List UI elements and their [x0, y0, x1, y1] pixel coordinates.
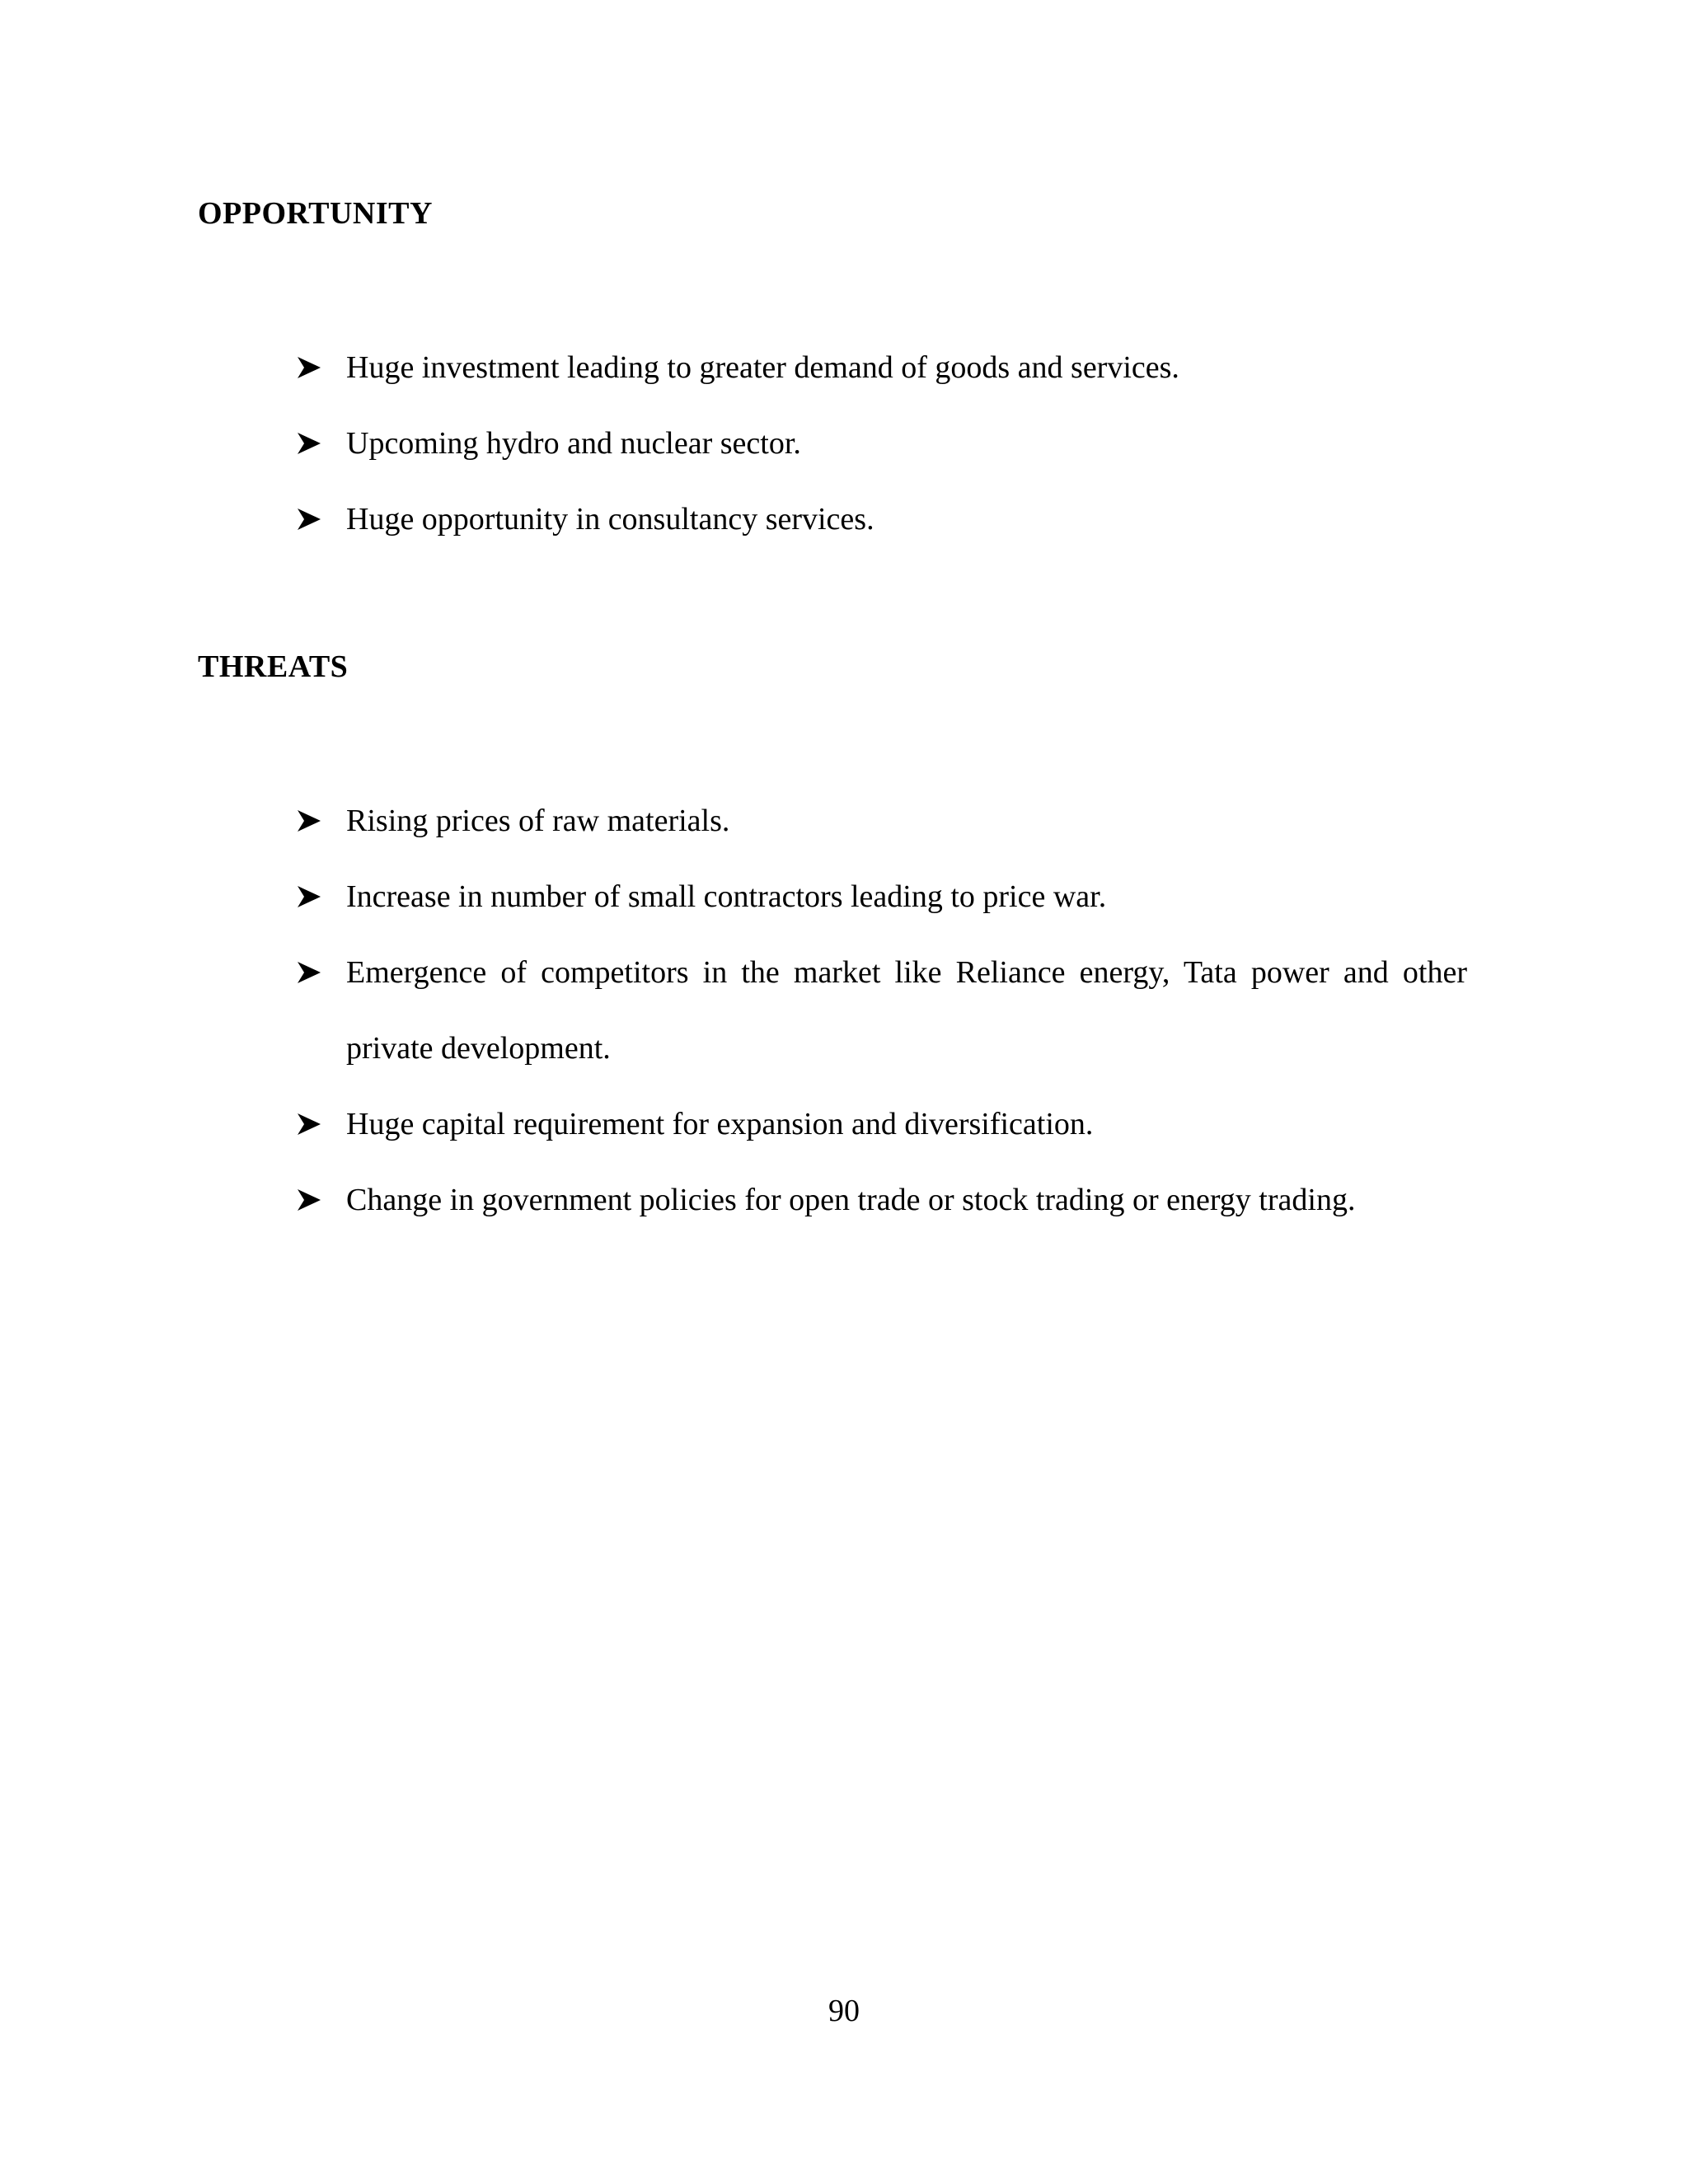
list-item: [297, 330, 1467, 405]
section-heading-threats: THREATS: [198, 649, 349, 684]
list-item-text: Increase in number of small contractors leading to price war.: [346, 879, 1107, 914]
list-item: [297, 1162, 1467, 1238]
list-item-text: Upcoming hydro and nuclear sector.: [346, 426, 801, 461]
list-item: [297, 481, 1467, 557]
arrowhead-bullet-icon: [297, 783, 330, 859]
arrowhead-bullet-icon: [297, 859, 330, 935]
list-item-text: Rising prices of raw materials.: [346, 804, 730, 838]
list-item: [297, 859, 1467, 935]
list-item: [297, 935, 1467, 1086]
section-heading-opportunity: OPPORTUNITY: [198, 196, 433, 231]
opportunity-list: [297, 330, 1467, 557]
list-item: [297, 1086, 1467, 1162]
arrowhead-bullet-icon: [297, 405, 330, 481]
arrowhead-bullet-icon: [297, 481, 330, 557]
list-item-text: Huge opportunity in consultancy services.: [346, 502, 874, 537]
list-item-text: Huge capital requirement for expansion and diversification.: [346, 1107, 1094, 1141]
list-item: [297, 783, 1467, 859]
threats-list: [297, 783, 1467, 1238]
arrowhead-bullet-icon: [297, 935, 330, 1010]
arrowhead-bullet-icon: [297, 1162, 330, 1238]
list-item-text: Emergence of competitors in the market like Reliance energy, Tata power and other private development.: [346, 955, 1467, 1066]
arrowhead-bullet-icon: [297, 1086, 330, 1162]
page-number: 90: [828, 1994, 860, 2028]
list-item-text: Change in government policies for open trade or stock trading or energy trading.: [346, 1183, 1356, 1217]
list-item-text: Huge investment leading to greater demand of goods and services.: [346, 350, 1179, 385]
arrowhead-bullet-icon: [297, 330, 330, 405]
list-item: [297, 405, 1467, 481]
